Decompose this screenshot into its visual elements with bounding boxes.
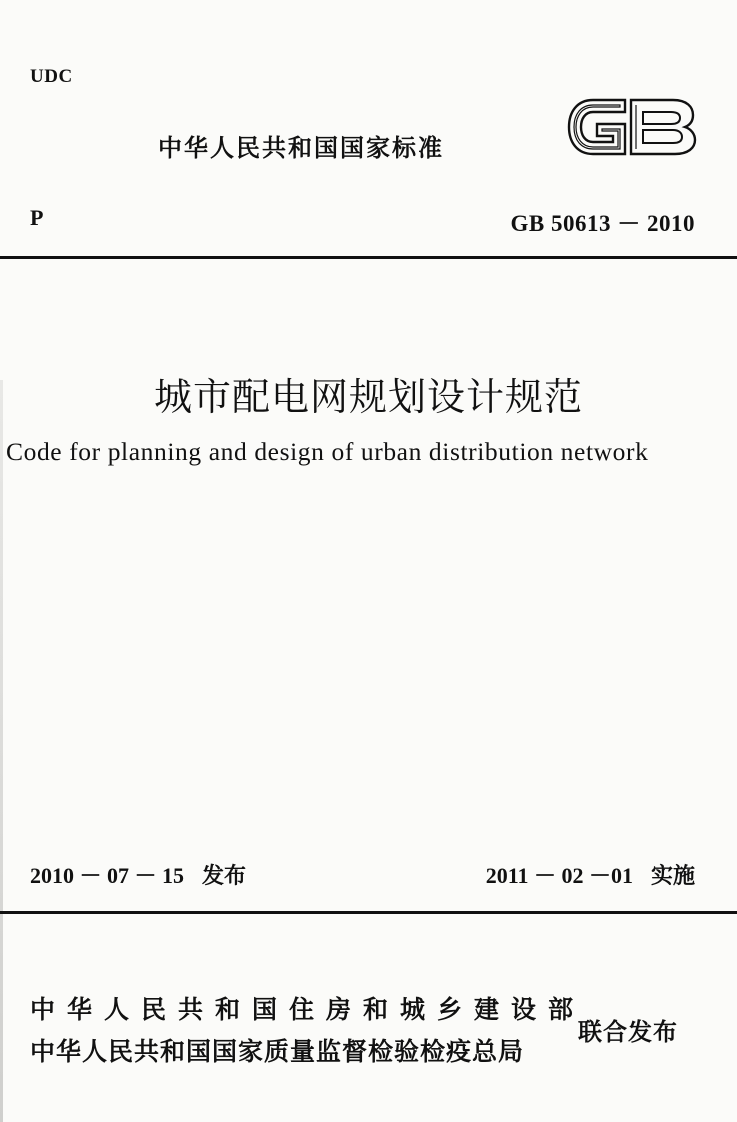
implement-label: 实施 xyxy=(650,864,695,889)
release-date: 2010 － 07 － 15 xyxy=(30,863,185,888)
standard-type-heading: 中华人民共和国国家标准 xyxy=(158,134,444,162)
joint-release-label: 联合发布 xyxy=(578,1018,678,1046)
implement-info xyxy=(486,859,695,890)
gb-logo-icon xyxy=(563,92,701,162)
title-chinese-text: 城市配电网规划设计规范 xyxy=(153,375,583,419)
document-title-english: Code for planning and design of urban distribution network xyxy=(6,437,649,466)
issuer-aqsiq: 中华人民共和国国家质量监督检验检疫总局 xyxy=(30,1037,525,1066)
implement-date: 2011 － 02 －01 xyxy=(485,863,633,888)
standard-number: GB 50613 － 2010 xyxy=(510,211,695,236)
document-title-chinese xyxy=(0,366,737,421)
category-code: P xyxy=(30,205,44,230)
header-divider xyxy=(0,256,737,259)
page-edge-shadow xyxy=(0,380,3,1122)
udc-label: UDC xyxy=(30,66,73,87)
release-info xyxy=(30,859,246,890)
footer-divider xyxy=(0,911,737,914)
release-label: 发布 xyxy=(202,864,247,889)
issuer-ministry: 中华人民共和国住房和城乡建设部 xyxy=(30,995,586,1024)
